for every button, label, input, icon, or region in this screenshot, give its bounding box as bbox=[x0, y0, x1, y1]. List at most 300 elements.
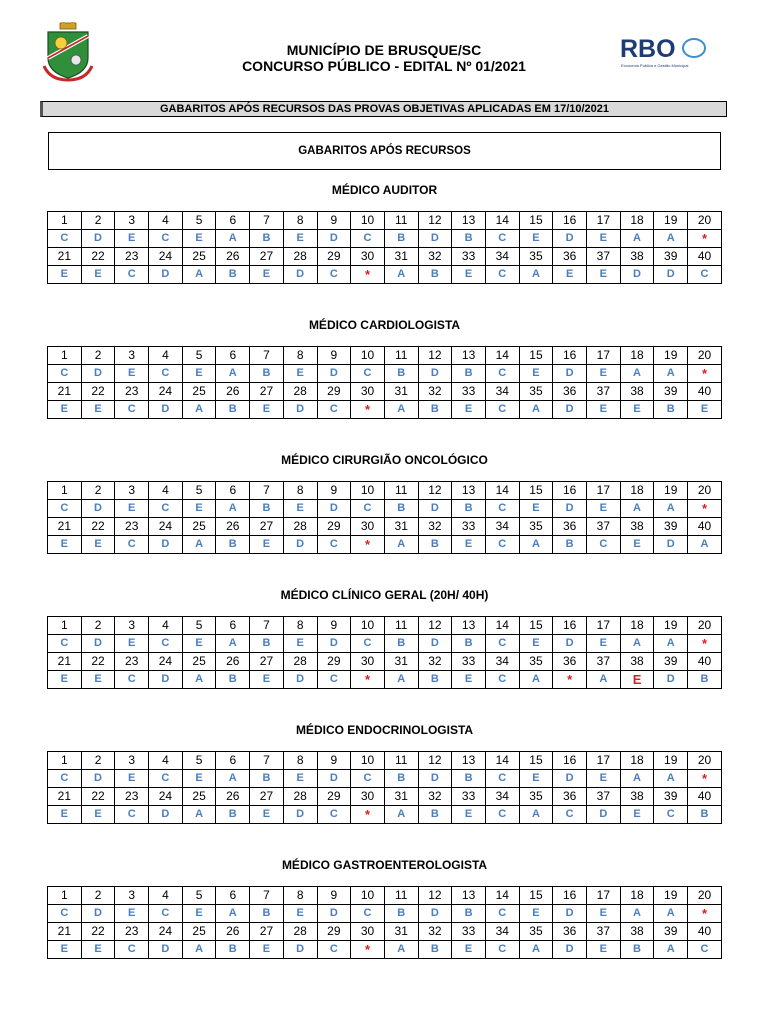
answer-cell: E bbox=[182, 770, 216, 788]
question-number-cell: 14 bbox=[485, 617, 519, 635]
question-number-cell: 26 bbox=[216, 653, 250, 671]
question-number-cell: 7 bbox=[250, 617, 284, 635]
answer-cell: A bbox=[620, 230, 654, 248]
question-number-cell: 32 bbox=[418, 923, 452, 941]
answer-cell: B bbox=[452, 905, 486, 923]
answer-row bbox=[48, 365, 722, 383]
question-number-cell: 30 bbox=[351, 653, 385, 671]
question-number-cell: 37 bbox=[587, 923, 621, 941]
question-number-cell: 21 bbox=[48, 653, 82, 671]
answer-cell: E bbox=[81, 536, 115, 554]
answer-cell: A bbox=[519, 536, 553, 554]
question-number-cell: 39 bbox=[654, 788, 688, 806]
header-municipality: MUNICÍPIO DE BRUSQUE/SC bbox=[286, 42, 482, 58]
question-number-cell: 31 bbox=[384, 383, 418, 401]
question-number-cell: 21 bbox=[48, 518, 82, 536]
answer-cell: E bbox=[182, 365, 216, 383]
answer-cell: * bbox=[351, 266, 385, 284]
answer-cell: D bbox=[317, 635, 351, 653]
question-number-cell: 29 bbox=[317, 248, 351, 266]
answer-cell: B bbox=[418, 806, 452, 824]
answer-cell: B bbox=[250, 500, 284, 518]
answer-cell: A bbox=[620, 905, 654, 923]
answer-cell: E bbox=[452, 266, 486, 284]
question-number-cell: 9 bbox=[317, 617, 351, 635]
question-number-cell: 14 bbox=[485, 752, 519, 770]
answer-table bbox=[47, 616, 722, 689]
question-number-cell: 27 bbox=[250, 653, 284, 671]
answer-cell: C bbox=[351, 500, 385, 518]
question-number-cell: 17 bbox=[587, 212, 621, 230]
question-number-cell: 10 bbox=[351, 887, 385, 905]
question-number-cell: 31 bbox=[384, 248, 418, 266]
question-number-cell: 16 bbox=[553, 752, 587, 770]
question-number-row bbox=[48, 248, 722, 266]
answer-cell: C bbox=[115, 536, 149, 554]
question-number-cell: 32 bbox=[418, 383, 452, 401]
question-number-cell: 28 bbox=[283, 653, 317, 671]
answer-cell: E bbox=[452, 671, 486, 689]
answer-cell: C bbox=[351, 365, 385, 383]
answer-row bbox=[48, 905, 722, 923]
answer-cell: * bbox=[688, 230, 722, 248]
question-number-cell: 17 bbox=[587, 887, 621, 905]
question-number-cell: 1 bbox=[48, 482, 82, 500]
answer-cell: C bbox=[48, 500, 82, 518]
question-number-cell: 15 bbox=[519, 482, 553, 500]
answer-cell: D bbox=[553, 770, 587, 788]
question-number-cell: 32 bbox=[418, 518, 452, 536]
answer-cell: B bbox=[452, 635, 486, 653]
rbo-logo-text: RBO bbox=[620, 35, 676, 63]
question-number-cell: 14 bbox=[485, 887, 519, 905]
answer-row bbox=[48, 671, 722, 689]
question-number-cell: 36 bbox=[553, 518, 587, 536]
answer-cell: A bbox=[519, 806, 553, 824]
answer-cell: E bbox=[452, 536, 486, 554]
answer-cell: B bbox=[216, 266, 250, 284]
question-number-cell: 31 bbox=[384, 788, 418, 806]
question-number-cell: 30 bbox=[351, 383, 385, 401]
answer-cell: E bbox=[620, 671, 654, 689]
question-number-cell: 23 bbox=[115, 248, 149, 266]
question-number-cell: 9 bbox=[317, 347, 351, 365]
question-number-cell: 24 bbox=[149, 248, 183, 266]
answer-cell: C bbox=[149, 635, 183, 653]
answer-cell: B bbox=[216, 671, 250, 689]
question-number-cell: 16 bbox=[553, 482, 587, 500]
question-number-cell: 32 bbox=[418, 248, 452, 266]
answer-cell: C bbox=[317, 266, 351, 284]
answer-cell: D bbox=[553, 230, 587, 248]
question-number-cell: 38 bbox=[620, 788, 654, 806]
answer-cell: * bbox=[688, 500, 722, 518]
answer-cell: D bbox=[418, 905, 452, 923]
question-number-cell: 8 bbox=[283, 752, 317, 770]
question-number-cell: 18 bbox=[620, 617, 654, 635]
answer-cell: C bbox=[485, 905, 519, 923]
question-number-cell: 18 bbox=[620, 887, 654, 905]
answer-cell: D bbox=[317, 365, 351, 383]
question-number-cell: 28 bbox=[283, 923, 317, 941]
question-number-cell: 27 bbox=[250, 248, 284, 266]
answer-cell: E bbox=[250, 941, 284, 959]
question-number-cell: 35 bbox=[519, 653, 553, 671]
answer-cell: D bbox=[149, 941, 183, 959]
question-number-cell: 3 bbox=[115, 887, 149, 905]
answer-cell: B bbox=[418, 266, 452, 284]
answer-cell: E bbox=[115, 365, 149, 383]
answer-cell: E bbox=[182, 635, 216, 653]
answer-cell: E bbox=[452, 806, 486, 824]
question-number-cell: 35 bbox=[519, 248, 553, 266]
answer-cell: C bbox=[317, 806, 351, 824]
answer-cell: D bbox=[418, 365, 452, 383]
answer-row bbox=[48, 635, 722, 653]
answer-cell: E bbox=[283, 365, 317, 383]
question-number-cell: 19 bbox=[654, 617, 688, 635]
question-number-cell: 26 bbox=[216, 788, 250, 806]
question-number-cell: 25 bbox=[182, 788, 216, 806]
answer-cell: D bbox=[418, 635, 452, 653]
answer-cell: A bbox=[182, 941, 216, 959]
answer-table bbox=[47, 751, 722, 824]
answer-cell: C bbox=[485, 500, 519, 518]
answer-cell: B bbox=[418, 671, 452, 689]
question-number-cell: 40 bbox=[688, 383, 722, 401]
answer-cell: E bbox=[283, 230, 317, 248]
question-number-cell: 10 bbox=[351, 752, 385, 770]
answer-cell: D bbox=[317, 230, 351, 248]
answer-cell: B bbox=[250, 230, 284, 248]
question-number-cell: 16 bbox=[553, 887, 587, 905]
answer-cell: C bbox=[485, 635, 519, 653]
answer-cell: D bbox=[81, 365, 115, 383]
question-number-cell: 36 bbox=[553, 383, 587, 401]
question-number-cell: 40 bbox=[688, 788, 722, 806]
answer-cell: B bbox=[384, 500, 418, 518]
question-number-cell: 25 bbox=[182, 518, 216, 536]
question-number-cell: 28 bbox=[283, 518, 317, 536]
question-number-cell: 29 bbox=[317, 653, 351, 671]
answer-cell: B bbox=[384, 365, 418, 383]
question-number-row bbox=[48, 923, 722, 941]
answer-cell: E bbox=[620, 536, 654, 554]
answer-cell: C bbox=[485, 941, 519, 959]
question-number-cell: 9 bbox=[317, 482, 351, 500]
question-number-cell: 29 bbox=[317, 923, 351, 941]
question-number-cell: 25 bbox=[182, 923, 216, 941]
answer-cell: E bbox=[250, 401, 284, 419]
answer-cell: B bbox=[250, 770, 284, 788]
answer-cell: C bbox=[149, 230, 183, 248]
answer-cell: C bbox=[688, 941, 722, 959]
answer-cell: C bbox=[485, 770, 519, 788]
question-number-cell: 39 bbox=[654, 653, 688, 671]
answer-cell: D bbox=[149, 536, 183, 554]
question-number-cell: 10 bbox=[351, 347, 385, 365]
answer-cell: A bbox=[384, 266, 418, 284]
question-number-cell: 20 bbox=[688, 887, 722, 905]
answer-cell: * bbox=[688, 905, 722, 923]
question-number-cell: 13 bbox=[452, 617, 486, 635]
question-number-cell: 38 bbox=[620, 518, 654, 536]
question-number-cell: 22 bbox=[81, 518, 115, 536]
question-number-cell: 35 bbox=[519, 788, 553, 806]
question-number-cell: 23 bbox=[115, 383, 149, 401]
answer-cell: E bbox=[587, 941, 621, 959]
answer-cell: C bbox=[48, 365, 82, 383]
answer-cell: A bbox=[216, 770, 250, 788]
answer-cell: C bbox=[149, 500, 183, 518]
answer-cell: * bbox=[553, 671, 587, 689]
question-number-cell: 1 bbox=[48, 752, 82, 770]
question-number-cell: 16 bbox=[553, 347, 587, 365]
question-number-cell: 16 bbox=[553, 212, 587, 230]
question-number-cell: 19 bbox=[654, 887, 688, 905]
answer-cell: A bbox=[384, 941, 418, 959]
answer-table bbox=[47, 346, 722, 419]
question-number-cell: 22 bbox=[81, 248, 115, 266]
question-number-cell: 19 bbox=[654, 482, 688, 500]
section bbox=[47, 181, 722, 284]
question-number-row bbox=[48, 383, 722, 401]
answer-cell: D bbox=[553, 500, 587, 518]
answer-cell: A bbox=[654, 770, 688, 788]
question-number-cell: 13 bbox=[452, 752, 486, 770]
answer-cell: E bbox=[519, 905, 553, 923]
answer-cell: D bbox=[654, 671, 688, 689]
question-number-cell: 23 bbox=[115, 518, 149, 536]
question-number-cell: 6 bbox=[216, 887, 250, 905]
question-number-cell: 15 bbox=[519, 752, 553, 770]
question-number-cell: 13 bbox=[452, 212, 486, 230]
question-number-cell: 39 bbox=[654, 248, 688, 266]
question-number-cell: 14 bbox=[485, 212, 519, 230]
question-number-cell: 26 bbox=[216, 383, 250, 401]
question-number-cell: 37 bbox=[587, 383, 621, 401]
question-number-cell: 6 bbox=[216, 347, 250, 365]
question-number-cell: 7 bbox=[250, 347, 284, 365]
question-number-row bbox=[48, 347, 722, 365]
answer-cell: E bbox=[620, 806, 654, 824]
question-number-cell: 28 bbox=[283, 383, 317, 401]
answer-row bbox=[48, 941, 722, 959]
question-number-cell: 4 bbox=[149, 752, 183, 770]
answer-cell: C bbox=[317, 941, 351, 959]
question-number-cell: 12 bbox=[418, 347, 452, 365]
question-number-cell: 4 bbox=[149, 617, 183, 635]
question-number-cell: 38 bbox=[620, 653, 654, 671]
question-number-row bbox=[48, 482, 722, 500]
question-number-cell: 13 bbox=[452, 482, 486, 500]
answer-cell: D bbox=[418, 230, 452, 248]
question-number-cell: 6 bbox=[216, 617, 250, 635]
answer-cell: E bbox=[81, 806, 115, 824]
answer-cell: C bbox=[115, 806, 149, 824]
answer-cell: * bbox=[351, 536, 385, 554]
section-title: MÉDICO CARDIOLOGISTA bbox=[308, 318, 461, 332]
question-number-cell: 32 bbox=[418, 788, 452, 806]
question-number-cell: 27 bbox=[250, 788, 284, 806]
answer-cell: E bbox=[587, 770, 621, 788]
answer-cell: B bbox=[384, 635, 418, 653]
answer-row bbox=[48, 401, 722, 419]
section bbox=[47, 316, 722, 419]
question-number-cell: 20 bbox=[688, 617, 722, 635]
question-number-cell: 35 bbox=[519, 383, 553, 401]
question-number-cell: 34 bbox=[485, 923, 519, 941]
question-number-cell: 37 bbox=[587, 653, 621, 671]
answer-cell: A bbox=[654, 905, 688, 923]
question-number-row bbox=[48, 518, 722, 536]
question-number-cell: 5 bbox=[182, 212, 216, 230]
answer-cell: A bbox=[216, 635, 250, 653]
question-number-cell: 31 bbox=[384, 923, 418, 941]
answer-cell: A bbox=[654, 500, 688, 518]
question-number-cell: 20 bbox=[688, 212, 722, 230]
answer-row bbox=[48, 230, 722, 248]
question-number-cell: 2 bbox=[81, 212, 115, 230]
answer-row bbox=[48, 806, 722, 824]
question-number-cell: 8 bbox=[283, 482, 317, 500]
question-number-cell: 37 bbox=[587, 518, 621, 536]
question-number-cell: 23 bbox=[115, 923, 149, 941]
answer-cell: B bbox=[654, 401, 688, 419]
header-edital: CONCURSO PÚBLICO - EDITAL Nº 01/2021 bbox=[242, 58, 526, 74]
question-number-cell: 4 bbox=[149, 347, 183, 365]
box-title: GABARITOS APÓS RECURSOS bbox=[48, 132, 721, 170]
answer-cell: E bbox=[48, 266, 82, 284]
answer-cell: E bbox=[519, 365, 553, 383]
question-number-cell: 24 bbox=[149, 653, 183, 671]
answer-cell: C bbox=[351, 770, 385, 788]
answer-cell: B bbox=[620, 941, 654, 959]
section-title: MÉDICO ENDOCRINOLOGISTA bbox=[295, 723, 474, 737]
question-number-cell: 19 bbox=[654, 347, 688, 365]
answer-cell: E bbox=[620, 401, 654, 419]
answer-cell: A bbox=[587, 671, 621, 689]
question-number-cell: 30 bbox=[351, 518, 385, 536]
question-number-cell: 37 bbox=[587, 788, 621, 806]
answer-cell: D bbox=[149, 401, 183, 419]
answer-cell: C bbox=[351, 635, 385, 653]
question-number-row bbox=[48, 212, 722, 230]
answer-cell: E bbox=[81, 401, 115, 419]
question-number-cell: 12 bbox=[418, 887, 452, 905]
question-number-cell: 9 bbox=[317, 212, 351, 230]
question-number-cell: 26 bbox=[216, 248, 250, 266]
question-number-cell: 34 bbox=[485, 788, 519, 806]
question-number-cell: 15 bbox=[519, 347, 553, 365]
question-number-cell: 21 bbox=[48, 923, 82, 941]
question-number-cell: 18 bbox=[620, 752, 654, 770]
answer-cell: * bbox=[688, 365, 722, 383]
answer-cell: C bbox=[553, 806, 587, 824]
question-number-row bbox=[48, 752, 722, 770]
answer-cell: A bbox=[620, 365, 654, 383]
question-number-cell: 40 bbox=[688, 518, 722, 536]
question-number-cell: 12 bbox=[418, 752, 452, 770]
question-number-cell: 22 bbox=[81, 923, 115, 941]
question-number-cell: 2 bbox=[81, 617, 115, 635]
answer-cell: B bbox=[418, 536, 452, 554]
answer-cell: C bbox=[587, 536, 621, 554]
section-title: MÉDICO AUDITOR bbox=[331, 183, 438, 197]
answer-cell: C bbox=[115, 671, 149, 689]
question-number-cell: 7 bbox=[250, 482, 284, 500]
question-number-cell: 36 bbox=[553, 653, 587, 671]
question-number-cell: 3 bbox=[115, 347, 149, 365]
answer-cell: E bbox=[115, 635, 149, 653]
answer-cell: D bbox=[553, 635, 587, 653]
question-number-cell: 30 bbox=[351, 788, 385, 806]
answer-cell: A bbox=[654, 941, 688, 959]
answer-cell: E bbox=[182, 500, 216, 518]
answer-cell: E bbox=[519, 770, 553, 788]
question-number-cell: 33 bbox=[452, 923, 486, 941]
answer-cell: B bbox=[384, 230, 418, 248]
answer-cell: E bbox=[48, 806, 82, 824]
answer-cell: E bbox=[587, 365, 621, 383]
question-number-cell: 20 bbox=[688, 482, 722, 500]
question-number-cell: 3 bbox=[115, 212, 149, 230]
answer-cell: D bbox=[553, 905, 587, 923]
question-number-cell: 6 bbox=[216, 752, 250, 770]
question-number-cell: 31 bbox=[384, 518, 418, 536]
question-number-cell: 20 bbox=[688, 347, 722, 365]
answer-cell: D bbox=[149, 266, 183, 284]
answer-cell: C bbox=[351, 905, 385, 923]
answer-cell: E bbox=[283, 770, 317, 788]
question-number-cell: 34 bbox=[485, 383, 519, 401]
question-number-cell: 1 bbox=[48, 617, 82, 635]
question-number-cell: 14 bbox=[485, 482, 519, 500]
answer-cell: D bbox=[81, 230, 115, 248]
answer-cell: E bbox=[250, 671, 284, 689]
question-number-cell: 23 bbox=[115, 653, 149, 671]
answer-cell: A bbox=[384, 536, 418, 554]
question-number-cell: 21 bbox=[48, 788, 82, 806]
answer-cell: E bbox=[283, 500, 317, 518]
answer-cell: E bbox=[250, 806, 284, 824]
section-title: MÉDICO CLÍNICO GERAL (20H/ 40H) bbox=[280, 588, 489, 602]
answer-cell: D bbox=[553, 401, 587, 419]
question-number-cell: 2 bbox=[81, 347, 115, 365]
answer-cell: E bbox=[519, 635, 553, 653]
question-number-cell: 29 bbox=[317, 518, 351, 536]
question-number-cell: 31 bbox=[384, 653, 418, 671]
answer-cell: B bbox=[250, 905, 284, 923]
question-number-row bbox=[48, 788, 722, 806]
question-number-cell: 12 bbox=[418, 212, 452, 230]
answer-cell: C bbox=[485, 806, 519, 824]
question-number-cell: 10 bbox=[351, 482, 385, 500]
section bbox=[47, 451, 722, 554]
answer-cell: C bbox=[317, 401, 351, 419]
answer-cell: A bbox=[519, 941, 553, 959]
question-number-cell: 12 bbox=[418, 482, 452, 500]
answer-cell: C bbox=[485, 365, 519, 383]
section bbox=[47, 586, 722, 689]
answer-cell: A bbox=[519, 401, 553, 419]
question-number-cell: 10 bbox=[351, 617, 385, 635]
question-number-cell: 11 bbox=[384, 347, 418, 365]
question-number-cell: 33 bbox=[452, 248, 486, 266]
answer-cell: B bbox=[250, 635, 284, 653]
answer-cell: A bbox=[620, 635, 654, 653]
question-number-cell: 9 bbox=[317, 752, 351, 770]
